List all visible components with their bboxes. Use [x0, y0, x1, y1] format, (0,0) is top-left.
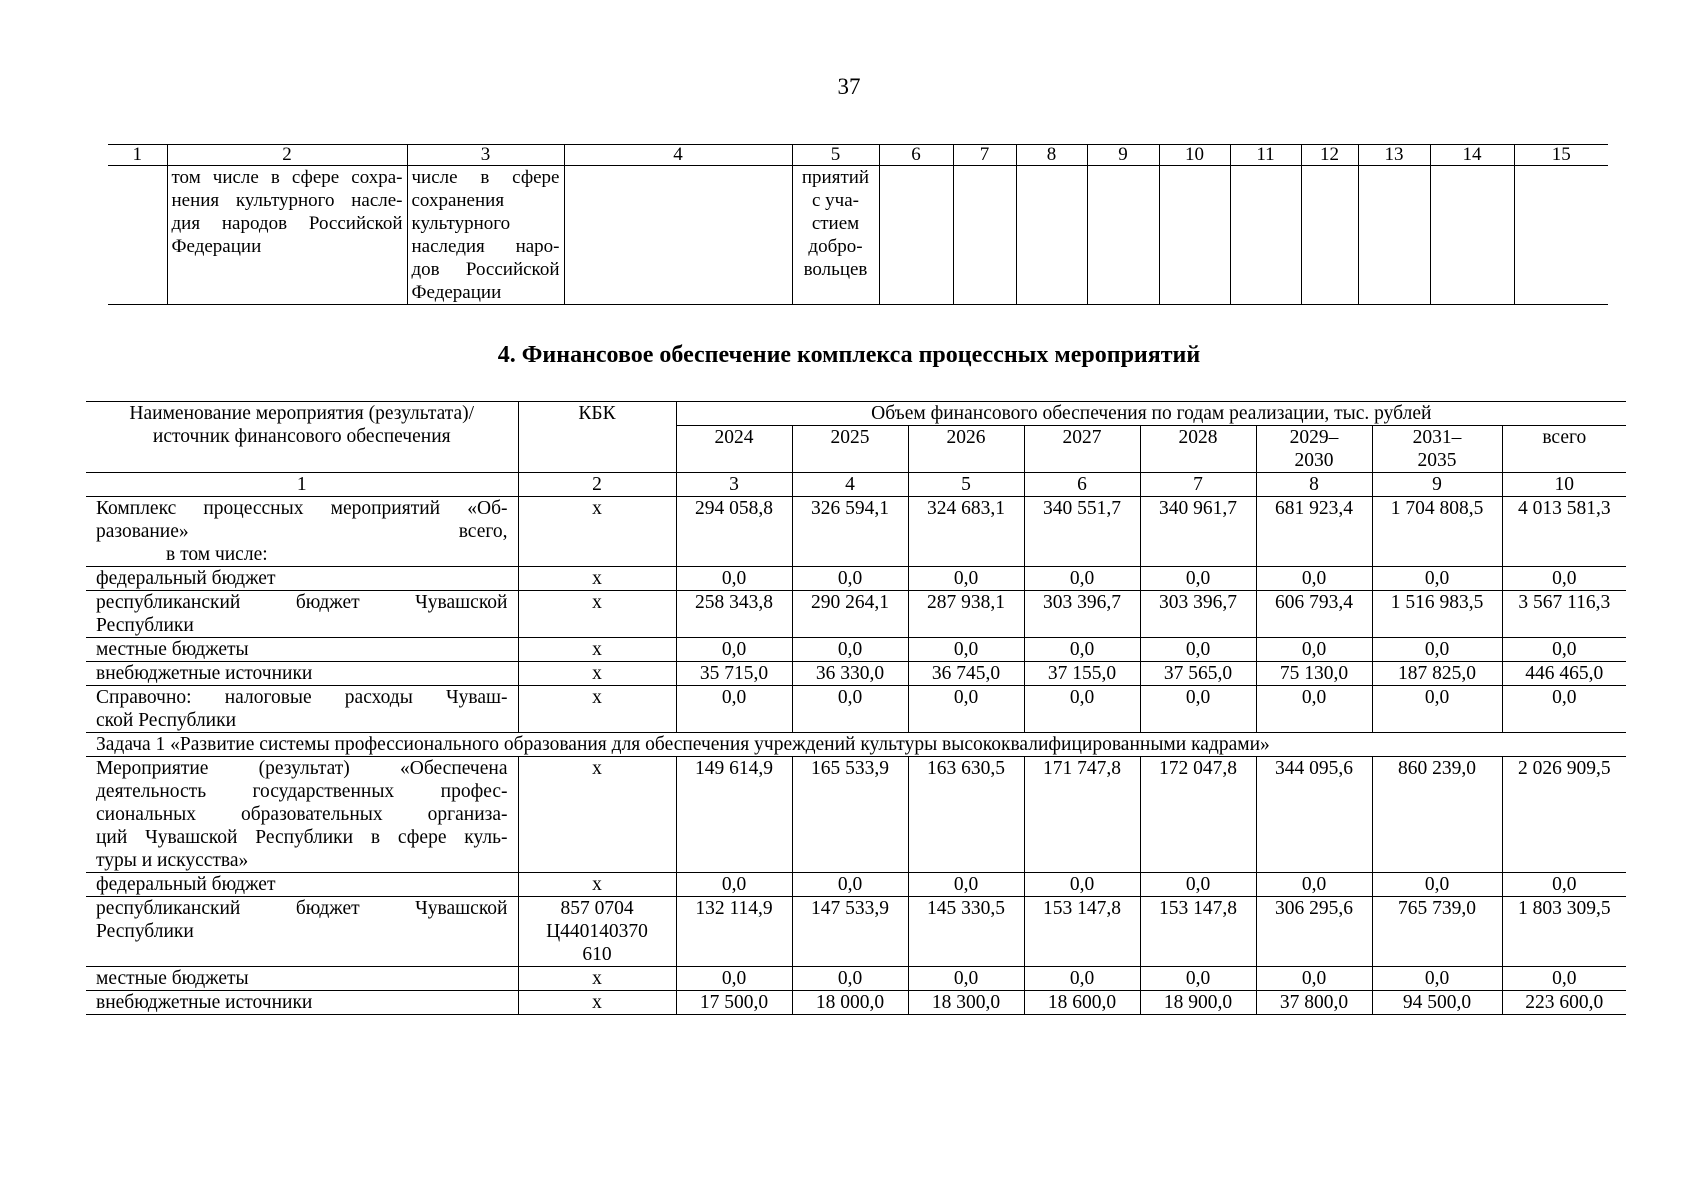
financing-table: [86, 401, 1626, 1015]
row-value-cell: 0,0: [1024, 686, 1140, 733]
table-row: [86, 497, 1626, 567]
row-value-cell: 0,0: [1502, 686, 1626, 733]
header-number-cell: 9: [1372, 473, 1502, 497]
row-value-cell: 163 630,5: [908, 757, 1024, 873]
row-value-cell: 344 095,6: [1256, 757, 1372, 873]
row-kbk-cell: [518, 897, 676, 967]
cont-header-cell: 11: [1230, 145, 1301, 166]
text-line: деятельность государственных профес-: [96, 781, 508, 802]
row-value-cell: 606 793,4: [1256, 591, 1372, 638]
row-name-cell: [86, 897, 518, 967]
row-value-cell: 4 013 581,3: [1502, 497, 1626, 567]
row-value-cell: 258 343,8: [676, 591, 792, 638]
row-value-cell: 18 900,0: [1140, 991, 1256, 1015]
header-kbk-cell: КБК: [518, 402, 676, 473]
text-line: культурного: [411, 213, 511, 234]
row-name-cell: [86, 757, 518, 873]
text-line: x: [592, 592, 602, 613]
row-value-cell: 860 239,0: [1372, 757, 1502, 873]
row-value-cell: 149 614,9: [676, 757, 792, 873]
table-row: [86, 873, 1626, 897]
text-line: нения культурного насле-: [171, 190, 403, 211]
row-value-cell: 165 533,9: [792, 757, 908, 873]
cont-cell-2: [167, 166, 407, 305]
row-value-cell: 17 500,0: [676, 991, 792, 1015]
cont-header-cell: 1: [108, 145, 167, 166]
text-line: 2026: [946, 427, 986, 448]
text-line: федеральный бюджет: [96, 568, 276, 589]
cont-header-cell: 14: [1430, 145, 1514, 166]
row-value-cell: 35 715,0: [676, 662, 792, 686]
text-line: Республики: [96, 921, 194, 942]
cont-cell-1: [108, 166, 167, 305]
row-value-cell: 294 058,8: [676, 497, 792, 567]
cont-header-cell: 5: [792, 145, 879, 166]
row-value-cell: 0,0: [908, 967, 1024, 991]
text-line: x: [592, 874, 602, 895]
cont-header-cell: 13: [1358, 145, 1430, 166]
row-name-cell: [86, 497, 518, 567]
row-value-cell: 18 000,0: [792, 991, 908, 1015]
task-cell: Задача 1 «Развитие системы профессионального образования для обеспечения учреждений культуры высококвалифицированными кадрами»: [86, 733, 1626, 757]
text-line: федеральный бюджет: [96, 874, 276, 895]
text-line: x: [592, 568, 602, 589]
row-value-cell: 303 396,7: [1024, 591, 1140, 638]
text-line: 2029–: [1289, 427, 1339, 448]
row-value-cell: 36 745,0: [908, 662, 1024, 686]
text-line: 857 0704: [560, 898, 634, 919]
text-line: Федерации: [411, 282, 502, 303]
row-value-cell: 0,0: [1140, 638, 1256, 662]
row-value-cell: 0,0: [792, 686, 908, 733]
row-value-cell: 0,0: [1024, 567, 1140, 591]
table-row: [86, 567, 1626, 591]
table-row: [86, 662, 1626, 686]
text-line: в том числе:: [166, 544, 268, 565]
table-row: [86, 591, 1626, 638]
text-line: дия народов Российской: [171, 213, 403, 234]
cont-cell-5: [792, 166, 879, 305]
text-line: добро-: [808, 236, 863, 257]
row-value-cell: 0,0: [676, 967, 792, 991]
section-title: 4. Финансовое обеспечение комплекса процессных мероприятий: [497, 342, 1201, 368]
text-line: Мероприятие (результат) «Обеспечена: [96, 758, 508, 779]
table-row: [86, 897, 1626, 967]
text-line: наследия наро-: [411, 236, 560, 257]
text-line: числе в сфере: [411, 167, 560, 188]
row-kbk-cell: [518, 497, 676, 567]
row-value-cell: 0,0: [908, 686, 1024, 733]
cont-cell-11: [1230, 166, 1301, 305]
text-line: x: [592, 758, 602, 779]
header-number-cell: 6: [1024, 473, 1140, 497]
cont-cell-6: [879, 166, 953, 305]
continuation-table: [108, 144, 1608, 305]
row-kbk-cell: [518, 873, 676, 897]
cont-header-cell: 15: [1514, 145, 1608, 166]
text-line: x: [592, 687, 602, 708]
text-line: x: [592, 639, 602, 660]
row-value-cell: 223 600,0: [1502, 991, 1626, 1015]
text-line: с уча-: [812, 190, 859, 211]
row-value-cell: 340 551,7: [1024, 497, 1140, 567]
text-line: разование» всего,: [96, 521, 508, 542]
row-value-cell: 132 114,9: [676, 897, 792, 967]
row-kbk-cell: [518, 638, 676, 662]
header-year-cell: [676, 426, 792, 473]
text-line: внебюджетные источники: [96, 992, 313, 1013]
row-kbk-cell: [518, 567, 676, 591]
header-year-cell: [1140, 426, 1256, 473]
row-value-cell: 36 330,0: [792, 662, 908, 686]
row-name-cell: [86, 567, 518, 591]
cont-header-cell: 7: [953, 145, 1016, 166]
row-value-cell: 0,0: [908, 873, 1024, 897]
row-value-cell: 0,0: [792, 967, 908, 991]
row-name-cell: [86, 967, 518, 991]
row-value-cell: 0,0: [1256, 686, 1372, 733]
row-name-cell: [86, 991, 518, 1015]
row-value-cell: 145 330,5: [908, 897, 1024, 967]
row-value-cell: 290 264,1: [792, 591, 908, 638]
row-value-cell: 1 803 309,5: [1502, 897, 1626, 967]
cont-cell-10: [1159, 166, 1230, 305]
header-number-cell: 8: [1256, 473, 1372, 497]
row-value-cell: 0,0: [1024, 638, 1140, 662]
text-line: Справочно: налоговые расходы Чуваш-: [96, 687, 508, 708]
row-name-cell: [86, 686, 518, 733]
row-value-cell: 187 825,0: [1372, 662, 1502, 686]
row-value-cell: 326 594,1: [792, 497, 908, 567]
row-value-cell: 75 130,0: [1256, 662, 1372, 686]
text-line: дов Российской: [411, 259, 560, 280]
row-value-cell: 0,0: [1140, 567, 1256, 591]
row-value-cell: 340 961,7: [1140, 497, 1256, 567]
row-value-cell: 0,0: [1372, 638, 1502, 662]
text-line: 2025: [830, 427, 870, 448]
cont-cell-9: [1087, 166, 1159, 305]
cont-header-cell: 4: [564, 145, 792, 166]
text-line: x: [592, 992, 602, 1013]
text-line: Республики: [96, 615, 194, 636]
fin-header-row: [86, 402, 1626, 426]
row-value-cell: 0,0: [792, 567, 908, 591]
text-line: республиканский бюджет Чувашской: [96, 898, 508, 919]
text-line: Наименование мероприятия (результата)/: [129, 403, 475, 424]
row-value-cell: 0,0: [1372, 967, 1502, 991]
row-kbk-cell: [518, 591, 676, 638]
row-value-cell: 324 683,1: [908, 497, 1024, 567]
row-value-cell: 0,0: [908, 638, 1024, 662]
row-value-cell: 0,0: [676, 638, 792, 662]
text-line: республиканский бюджет Чувашской: [96, 592, 508, 613]
cont-header-cell: 2: [167, 145, 407, 166]
cont-cell-7: [953, 166, 1016, 305]
row-kbk-cell: [518, 757, 676, 873]
text-line: Федерации: [171, 236, 262, 257]
row-value-cell: 18 300,0: [908, 991, 1024, 1015]
text-line: x: [592, 498, 602, 519]
text-line: внебюджетные источники: [96, 663, 313, 684]
header-year-cell: [792, 426, 908, 473]
row-value-cell: 0,0: [1140, 686, 1256, 733]
row-value-cell: 0,0: [1372, 567, 1502, 591]
header-year-cell: [1256, 426, 1372, 473]
row-value-cell: 0,0: [1256, 567, 1372, 591]
cont-header-cell: 8: [1016, 145, 1087, 166]
text-line: стием: [811, 213, 860, 234]
row-value-cell: 0,0: [1372, 873, 1502, 897]
row-value-cell: 37 800,0: [1256, 991, 1372, 1015]
task-row: [86, 733, 1626, 757]
text-line: 2028: [1178, 427, 1218, 448]
table-row: [86, 757, 1626, 873]
cont-cell-15: [1514, 166, 1608, 305]
text-line: туры и искусства»: [96, 850, 249, 871]
text-line: сохранения: [411, 190, 505, 211]
row-kbk-cell: [518, 991, 676, 1015]
row-value-cell: 147 533,9: [792, 897, 908, 967]
cont-header-cell: 3: [407, 145, 564, 166]
row-value-cell: 0,0: [1256, 967, 1372, 991]
row-kbk-cell: [518, 662, 676, 686]
text-line: приятий: [801, 167, 870, 188]
row-value-cell: 171 747,8: [1024, 757, 1140, 873]
text-line: x: [592, 663, 602, 684]
row-value-cell: 172 047,8: [1140, 757, 1256, 873]
row-value-cell: 1 704 808,5: [1372, 497, 1502, 567]
row-value-cell: 446 465,0: [1502, 662, 1626, 686]
row-value-cell: 1 516 983,5: [1372, 591, 1502, 638]
header-year-cell: [908, 426, 1024, 473]
fin-number-row: [86, 473, 1626, 497]
row-value-cell: 0,0: [792, 873, 908, 897]
row-name-cell: [86, 873, 518, 897]
text-line: источник финансового обеспечения: [152, 426, 451, 447]
header-year-cell: [1024, 426, 1140, 473]
row-value-cell: 306 295,6: [1256, 897, 1372, 967]
continuation-body-row: [108, 166, 1608, 305]
table-row: [86, 638, 1626, 662]
cont-header-cell: 12: [1301, 145, 1358, 166]
text-line: местные бюджеты: [96, 639, 249, 660]
row-value-cell: 0,0: [676, 567, 792, 591]
text-line: ций Чувашской Республики в сфере куль-: [96, 827, 508, 848]
text-line: 2030: [1294, 450, 1334, 471]
row-value-cell: 0,0: [1140, 967, 1256, 991]
cont-cell-12: [1301, 166, 1358, 305]
text-line: ской Республики: [96, 710, 237, 731]
row-value-cell: 18 600,0: [1024, 991, 1140, 1015]
row-kbk-cell: [518, 967, 676, 991]
row-value-cell: 0,0: [1256, 638, 1372, 662]
header-number-cell: 2: [518, 473, 676, 497]
row-value-cell: 153 147,8: [1140, 897, 1256, 967]
cont-cell-3: [407, 166, 564, 305]
text-line: 2035: [1417, 450, 1457, 471]
row-value-cell: 0,0: [676, 686, 792, 733]
table-row: [86, 686, 1626, 733]
row-value-cell: 37 565,0: [1140, 662, 1256, 686]
row-value-cell: 37 155,0: [1024, 662, 1140, 686]
header-number-cell: 7: [1140, 473, 1256, 497]
row-value-cell: 765 739,0: [1372, 897, 1502, 967]
row-name-cell: [86, 662, 518, 686]
row-value-cell: 0,0: [1502, 967, 1626, 991]
row-value-cell: 0,0: [908, 567, 1024, 591]
cont-cell-13: [1358, 166, 1430, 305]
text-line: 2031–: [1412, 427, 1462, 448]
text-line: 2027: [1062, 427, 1102, 448]
row-value-cell: 681 923,4: [1256, 497, 1372, 567]
text-line: Комплекс процессных мероприятий «Об-: [96, 498, 508, 519]
text-line: сиональных образовательных организа-: [96, 804, 508, 825]
row-value-cell: 3 567 116,3: [1502, 591, 1626, 638]
cont-header-cell: 9: [1087, 145, 1159, 166]
table-row: [86, 967, 1626, 991]
text-line: 2024: [714, 427, 754, 448]
header-number-cell: 5: [908, 473, 1024, 497]
continuation-header-row: [108, 145, 1608, 166]
row-value-cell: 2 026 909,5: [1502, 757, 1626, 873]
row-value-cell: 0,0: [1502, 638, 1626, 662]
row-value-cell: 0,0: [1256, 873, 1372, 897]
row-name-cell: [86, 591, 518, 638]
text-line: Ц440140370: [546, 921, 648, 942]
row-kbk-cell: [518, 686, 676, 733]
text-line: всего: [1542, 427, 1587, 448]
header-year-cell: [1502, 426, 1626, 473]
row-value-cell: 153 147,8: [1024, 897, 1140, 967]
header-volume-cell: Объем финансового обеспечения по годам реализации, тыс. рублей: [676, 402, 1626, 426]
header-year-cell: [1372, 426, 1502, 473]
row-value-cell: 94 500,0: [1372, 991, 1502, 1015]
text-line: вольцев: [803, 259, 868, 280]
header-name-cell: [86, 402, 518, 473]
cont-cell-8: [1016, 166, 1087, 305]
text-line: x: [592, 968, 602, 989]
row-value-cell: 0,0: [1502, 873, 1626, 897]
text-line: 610: [582, 944, 612, 965]
row-value-cell: 0,0: [1024, 967, 1140, 991]
table-row: [86, 991, 1626, 1015]
page-number: 37: [837, 74, 861, 99]
row-value-cell: 0,0: [792, 638, 908, 662]
text-line: местные бюджеты: [96, 968, 249, 989]
cont-header-cell: 10: [1159, 145, 1230, 166]
row-name-cell: [86, 638, 518, 662]
header-number-cell: 4: [792, 473, 908, 497]
header-number-cell: 1: [86, 473, 518, 497]
header-number-cell: 3: [676, 473, 792, 497]
cont-cell-14: [1430, 166, 1514, 305]
row-value-cell: 287 938,1: [908, 591, 1024, 638]
row-value-cell: 0,0: [1502, 567, 1626, 591]
text-line: том числе в сфере сохра-: [171, 167, 403, 188]
row-value-cell: 0,0: [1024, 873, 1140, 897]
row-value-cell: 303 396,7: [1140, 591, 1256, 638]
row-value-cell: 0,0: [1140, 873, 1256, 897]
row-value-cell: 0,0: [676, 873, 792, 897]
header-number-cell: 10: [1502, 473, 1626, 497]
cont-cell-4: [564, 166, 792, 305]
row-value-cell: 0,0: [1372, 686, 1502, 733]
cont-header-cell: 6: [879, 145, 953, 166]
